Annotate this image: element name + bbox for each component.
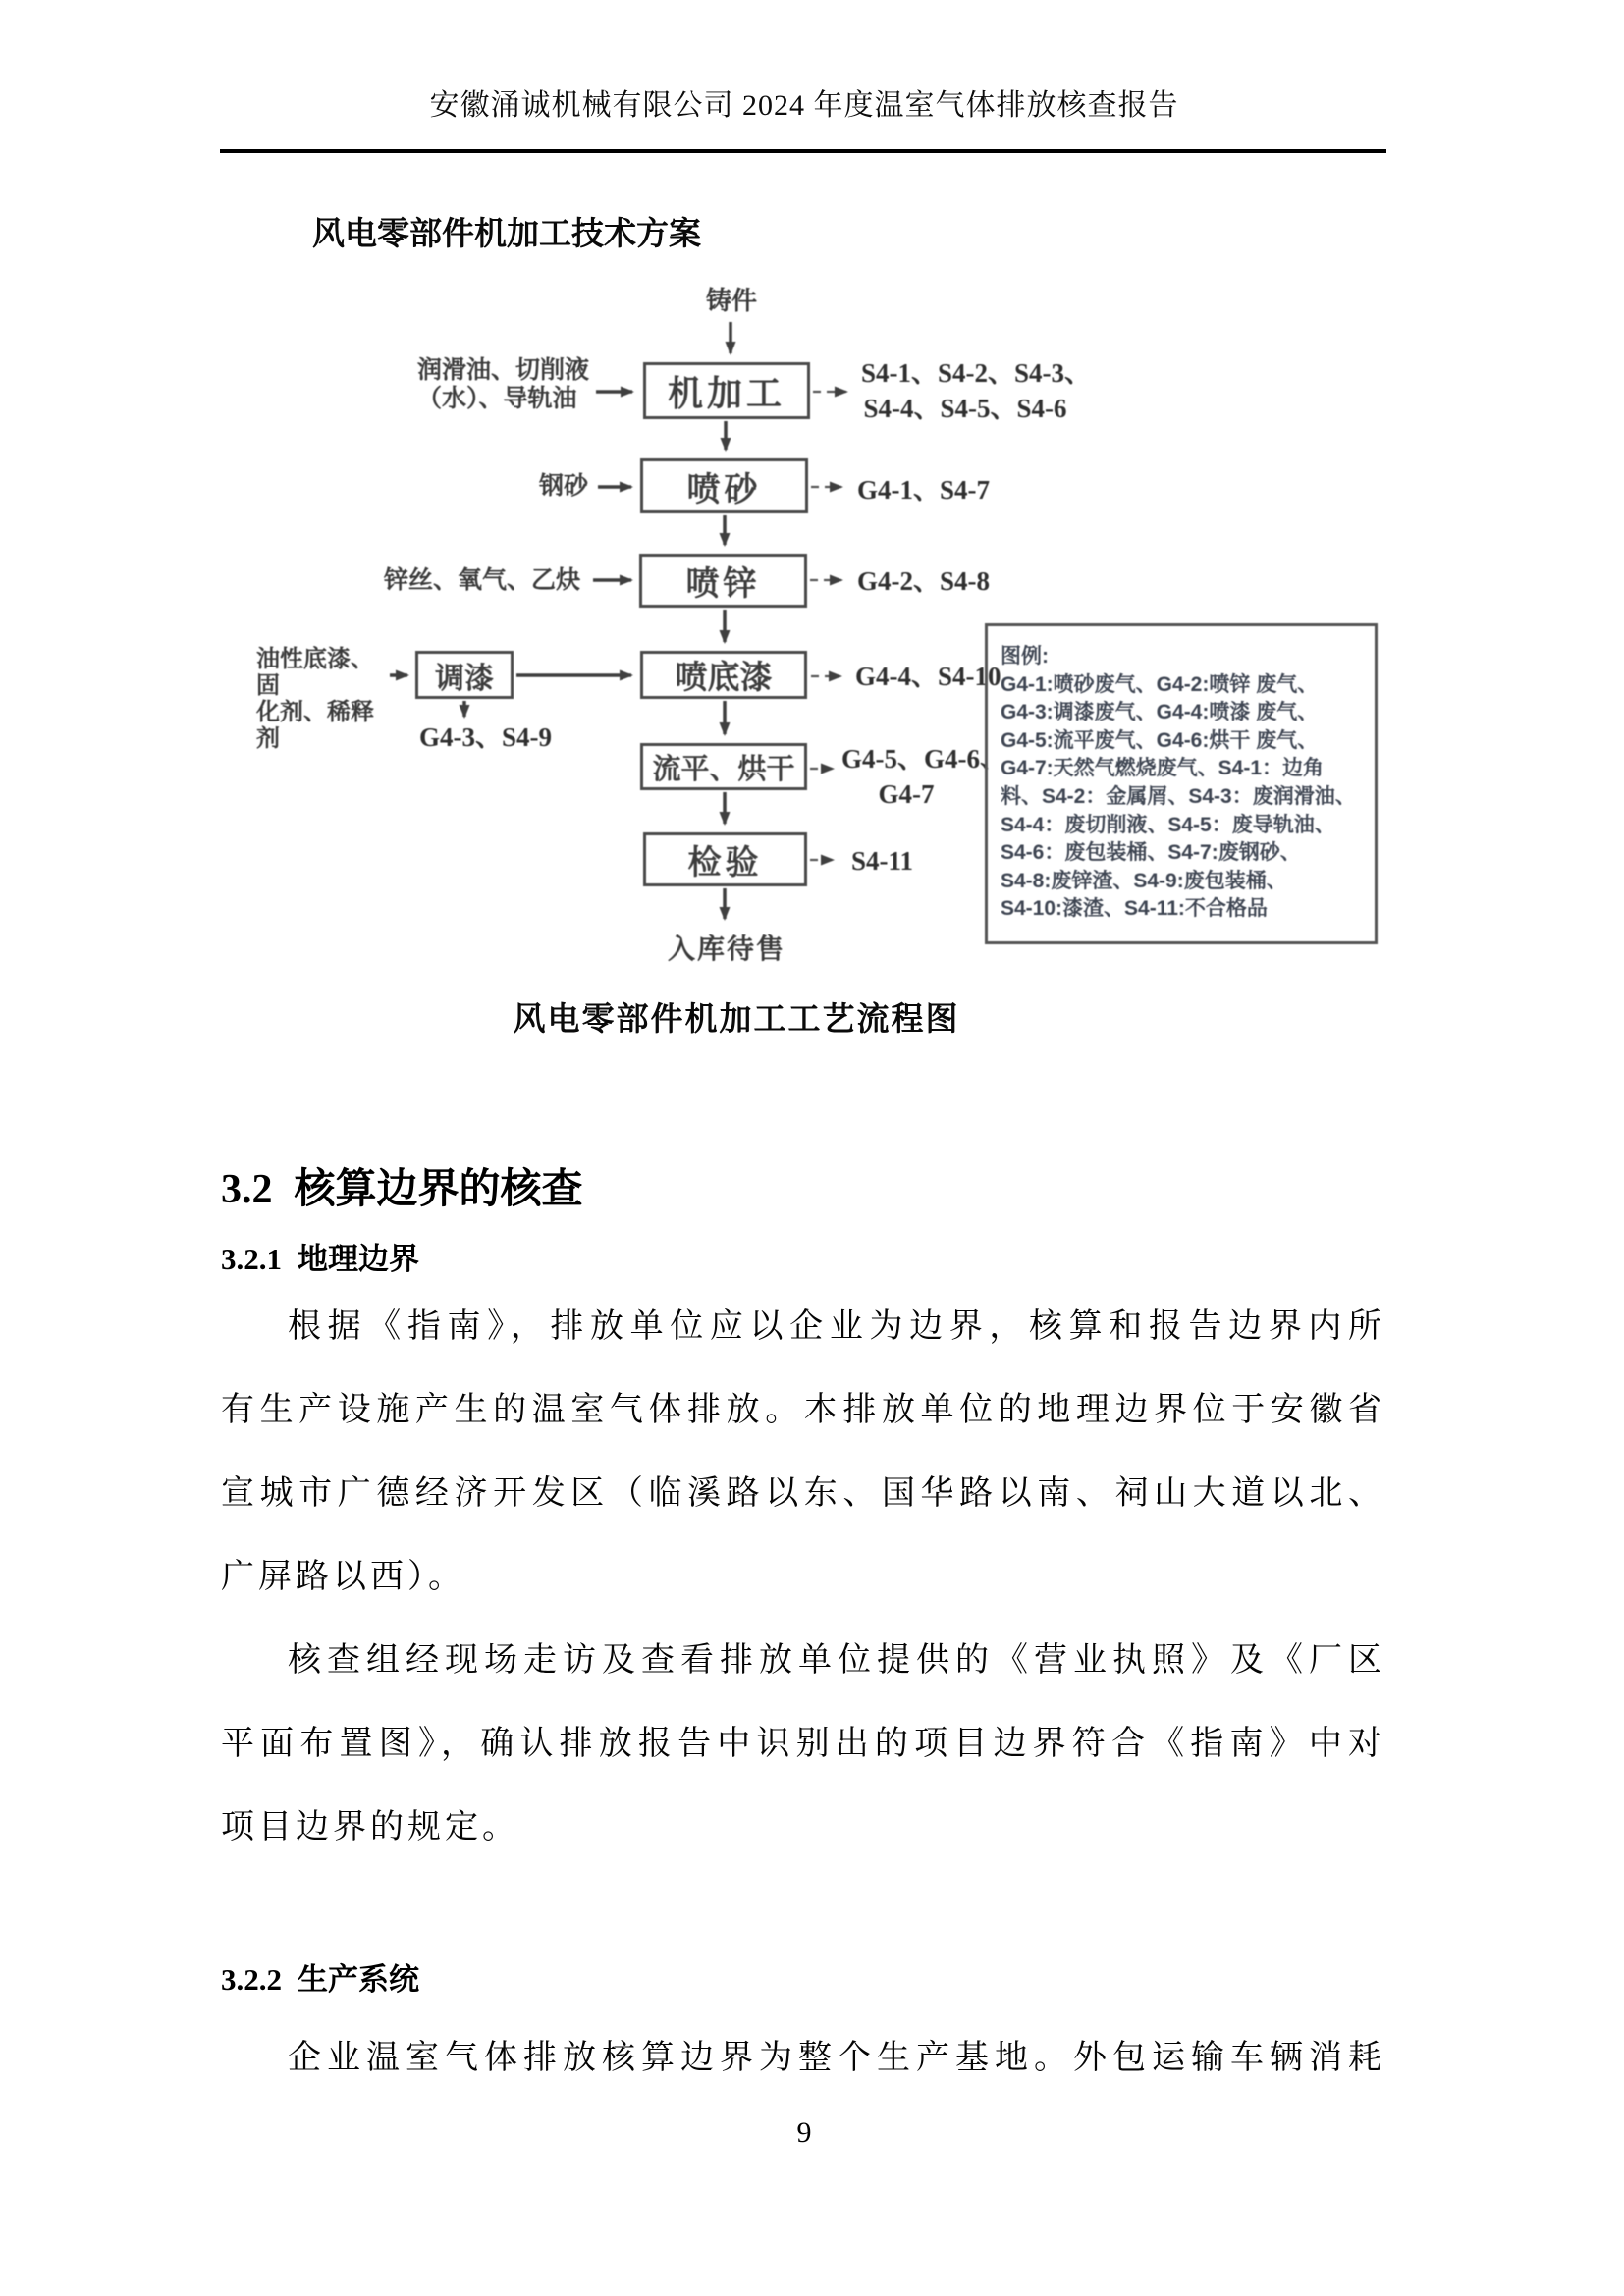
flow-diagram-caption: 风电零部件机加工工艺流程图 — [513, 1000, 960, 1037]
section-heading-3-2-2 — [221, 1954, 419, 1999]
input-paint-line2: 化剂、稀释剂 — [256, 699, 374, 752]
paragraph-line: 根据《指南》，排放单位应以企业为边界，核算和报告边界内所 — [288, 1308, 1385, 1345]
legend-line: G4-3:调漆废气、G4-4:喷漆 废气、 — [1001, 701, 1319, 724]
flow-end-label: 入库待售 — [667, 934, 785, 964]
output-machining-line1: S4-1、S4-2、S4-3、 — [861, 358, 1092, 388]
legend-line: 图例: — [1001, 645, 1049, 667]
output-leveling-line1: G4-5、G4-6、 — [841, 744, 1006, 774]
process-box-sandblast: 喷砂 — [640, 458, 808, 513]
process-box-paint-mixing: 调漆 — [415, 651, 514, 699]
input-machining — [417, 356, 602, 413]
legend-line: G4-7:天然气燃烧废气、S4-1：边角 — [1001, 757, 1325, 780]
input-machining-line1: 润滑油、切削液 — [417, 356, 590, 384]
process-box-leveling-drying: 流平、烘干 — [640, 743, 807, 790]
paragraph-line: 企业温室气体排放核算边界为整个生产基地。外包运输车辆消耗 — [288, 2040, 1385, 2076]
legend-line: S4-8:废锌渣、S4-9:废包装桶、 — [1001, 869, 1287, 892]
legend-line: G4-1:喷砂废气、G4-2:喷锌 废气、 — [1001, 672, 1319, 696]
paragraph-line: 项目边界的规定。 — [221, 1809, 519, 1845]
output-machining — [861, 355, 1092, 426]
process-box-zinc-spray: 喷锌 — [639, 554, 807, 608]
output-sandblast: G4-1、S4-7 — [857, 475, 990, 505]
legend-line: G4-5:流平废气、G4-6:烘干 废气、 — [1001, 728, 1319, 752]
input-paint-mixing — [256, 646, 394, 752]
paragraph-line: 核查组经现场走访及查看排放单位提供的《营业执照》及《厂区 — [288, 1642, 1385, 1679]
legend-line: S4-4：废切削液、S4-5：废导轨油、 — [1001, 813, 1335, 836]
process-box-inspection: 检验 — [643, 832, 807, 886]
process-box-primer-spray: 喷底漆 — [640, 651, 807, 699]
output-zinc-spray: G4-2、S4-8 — [857, 566, 990, 596]
paragraph-line: 平面布置图》，确认排放报告中识别出的项目边界符合《指南》中对 — [221, 1726, 1385, 1762]
paragraph-line: 有生产设施产生的温室气体排放。本排放单位的地理边界位于安徽省 — [221, 1392, 1385, 1428]
section-title: 生产系统 — [298, 1962, 419, 1997]
output-primer-spray: G4-4、S4-10 — [855, 662, 1001, 691]
output-machining-line2: S4-4、S4-5、S4-6 — [863, 394, 1067, 423]
flow-start-label: 铸件 — [705, 286, 757, 315]
section-heading-3-2-1 — [221, 1234, 419, 1278]
paragraph-production-system — [221, 2016, 1385, 2100]
flow-diagram-title: 风电零部件机加工技术方案 — [312, 215, 701, 251]
section-number: 3.2 — [221, 1167, 273, 1212]
section-number: 3.2.1 — [221, 1242, 282, 1276]
legend-line: S4-6：废包装桶、S4-7:废钢砂、 — [1001, 841, 1301, 865]
input-paint-line1: 油性底漆、固 — [256, 646, 374, 699]
paragraph-line: 宣城市广德经济开发区（临溪路以东、国华路以南、祠山大道以北、 — [221, 1475, 1385, 1512]
section-title: 地理边界 — [298, 1242, 419, 1276]
output-paint-mixing: G4-3、S4-9 — [419, 722, 552, 752]
paragraph-line: 广屏路以西）。 — [221, 1559, 465, 1595]
legend-line: 料、S4-2：金属屑、S4-3：废润滑油、 — [1001, 784, 1356, 808]
input-sandblast: 钢砂 — [539, 472, 589, 500]
section-number: 3.2.2 — [221, 1962, 282, 1997]
paragraph-geographic-boundary — [221, 1285, 1385, 1619]
page-header-title: 安徽涌诚机械有限公司 2024 年度温室气体排放核查报告 — [429, 89, 1179, 122]
legend-line: S4-10:漆渣、S4-11:不合格品 — [1001, 897, 1268, 921]
input-machining-line2: （水）、导轨油 — [417, 385, 577, 412]
paragraph-boundary-verification — [221, 1619, 1385, 1869]
output-leveling-line2: G4-7 — [878, 779, 935, 809]
process-box-machining: 机加工 — [643, 362, 810, 419]
output-inspection: S4-11 — [851, 846, 914, 876]
section-title: 核算边界的核查 — [294, 1167, 583, 1212]
section-heading-3-2 — [221, 1156, 583, 1215]
input-zinc-spray: 锌丝、氧气、乙炔 — [384, 566, 581, 594]
page-number: 9 — [796, 2116, 812, 2149]
flow-legend-box — [985, 623, 1378, 944]
output-leveling-drying — [841, 741, 1006, 812]
